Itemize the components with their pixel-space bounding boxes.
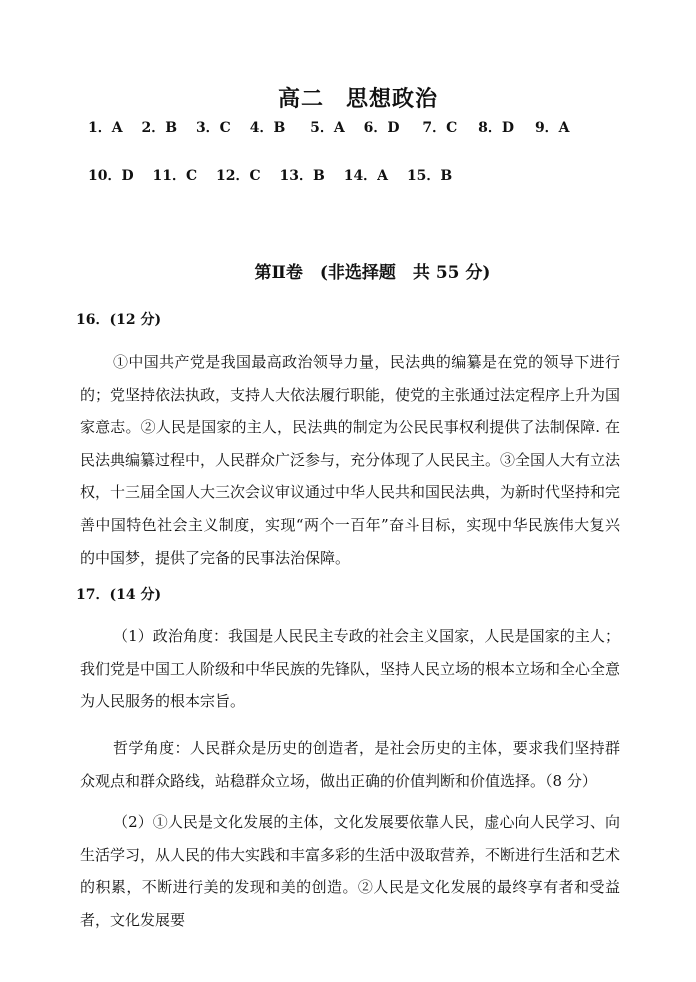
answer-item: 8．D xyxy=(478,120,515,136)
answer-item: 5．A xyxy=(310,120,345,136)
answer-item: 13．B xyxy=(279,168,325,184)
answer-item: 15．B xyxy=(406,168,453,184)
answer-item: 14．A xyxy=(343,168,389,184)
answer-row-1 xyxy=(88,117,584,137)
question-17-part-1-philosophy: 哲学角度：人民群众是历史的创造者，是社会历史的主体，要求我们坚持群众观点和群众路线，站稳群众立场，做出正确的价值判断和价值选择。（8 分） xyxy=(80,739,620,790)
answer-item: 7．C xyxy=(422,120,458,136)
question-16-answer: ①中国共产党是我国最高政治领导力量，民法典的编纂是在党的领导下进行的；党坚持依法执政，支持人大依法履行职能，使党的主张通过法定程序上升为国家意志。②人民是国家的主人，民法典的制定为公民民事权利提供了法制保障. 在民法典编纂过程中，人民群众广泛参与，充分体现了人民民主。③全国人大有立法权，十三届全国人大三次会议审议通过中华人民共和国民法典，为新时代坚持和完善中国特色社会主义制度，实现“两个一百年”奋斗目标，实现中华民族伟大复兴的中国梦，提供了完备的民事法治保障。 xyxy=(80,353,621,567)
question-16-heading: 16．(12 分) xyxy=(76,312,162,328)
question-17-heading: 17．(14 分) xyxy=(76,587,162,603)
section-title: 第Ⅱ卷 (非选择题 共 55 分) xyxy=(254,263,491,283)
answer-item: 11．C xyxy=(152,168,198,184)
answer-item: 3．C xyxy=(195,120,231,136)
question-17-part-1-political: （1）政治角度：我国是人民民主专政的社会主义国家，人民是国家的主人；我们党是中国工人阶级和中华民族的先锋队，坚持人民立场的根本立场和全心全意为人民服务的根本宗旨。 xyxy=(80,627,621,711)
page-title xyxy=(0,82,696,113)
title-grade: 高二 xyxy=(277,86,324,112)
answer-item: 10．D xyxy=(88,168,134,184)
answer-item: 1．A xyxy=(88,120,123,136)
question-17-part-2: （2）①人民是文化发展的主体，文化发展要依靠人民，虚心向人民学习、向生活学习，从人民的伟大实践和丰富多彩的生活中汲取营养，不断进行生活和艺术的积累，不断进行美的发现和美的创造。②人民是文化发展的最终享有者和受益者，文化发展要 xyxy=(80,813,621,929)
answer-item: 2．B xyxy=(141,120,178,136)
answer-item: 9．A xyxy=(534,120,570,136)
answer-row-2 xyxy=(88,165,466,185)
answer-item: 4．B xyxy=(249,120,286,136)
answer-item: 12．C xyxy=(216,168,261,184)
answer-item: 6．D xyxy=(363,120,400,136)
title-subject: 思想政治 xyxy=(346,86,439,112)
